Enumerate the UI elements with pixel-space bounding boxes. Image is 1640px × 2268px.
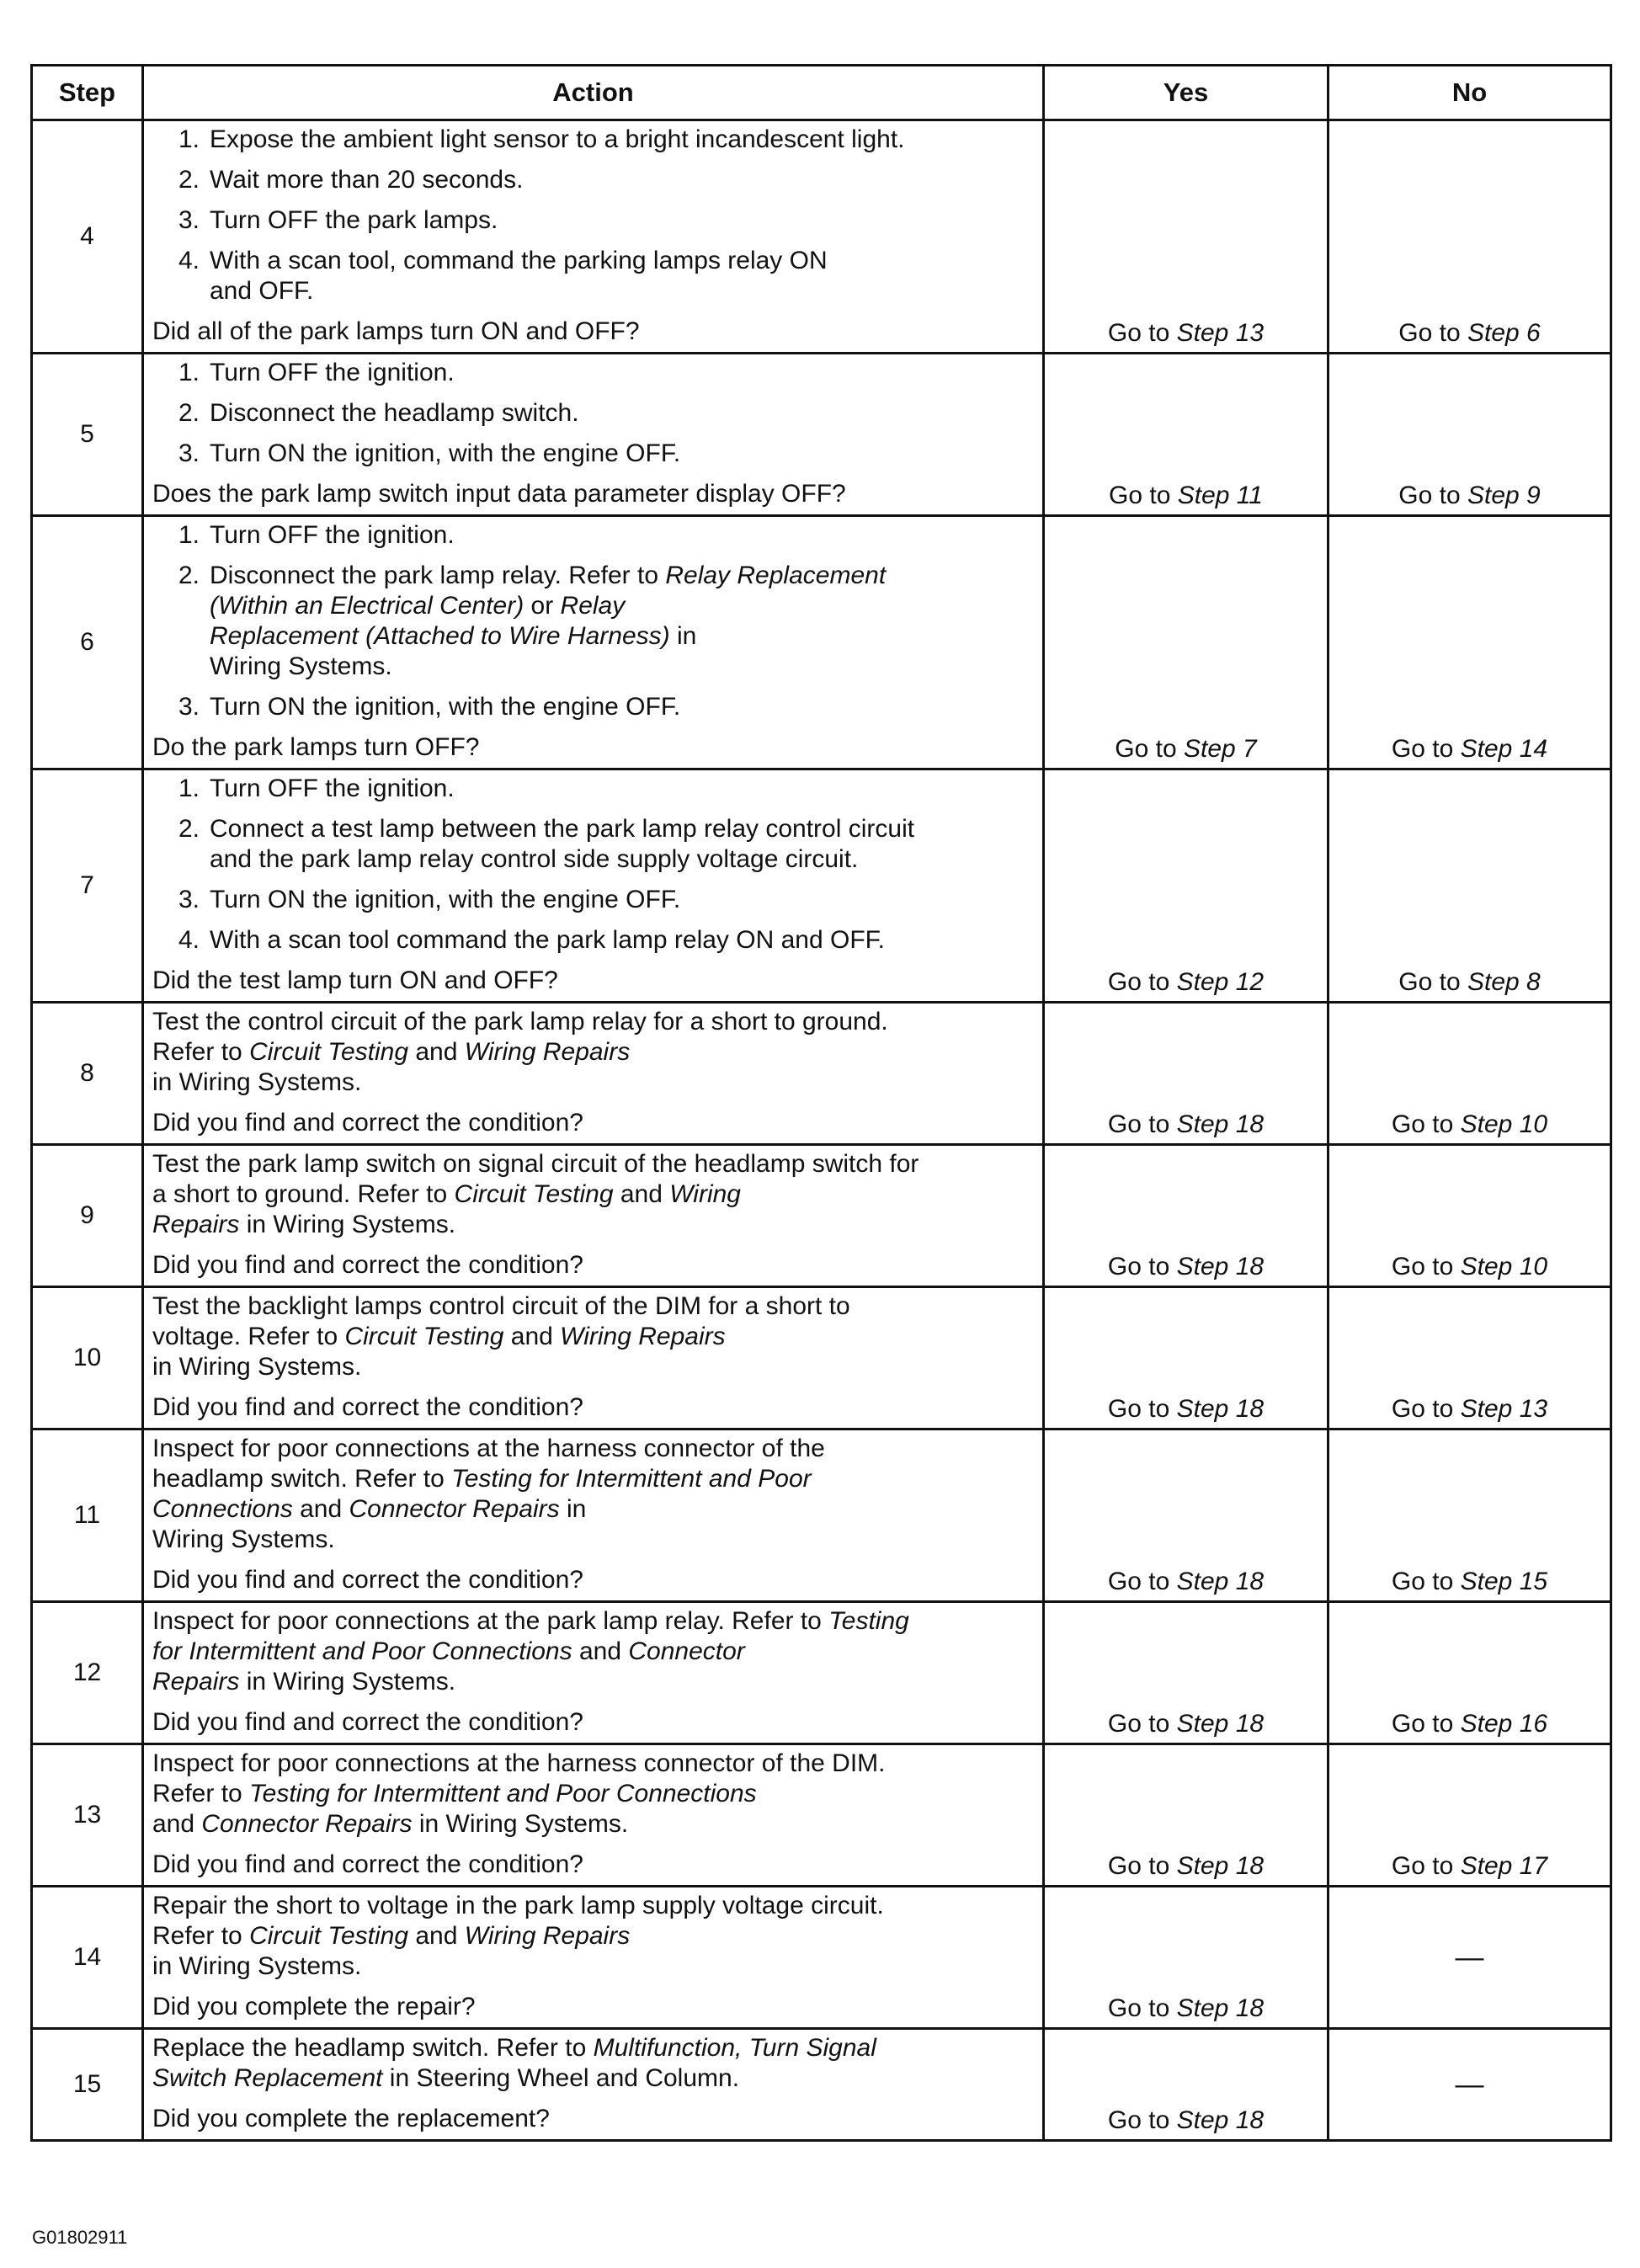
action-step-item <box>152 358 1034 388</box>
table-row <box>32 354 1611 516</box>
action-step-item <box>152 561 1034 682</box>
item-text: Turn OFF the ignition. <box>210 359 455 386</box>
yes-cell: Go to Step 18 <box>1044 1602 1329 1744</box>
action-step-item <box>152 125 1034 155</box>
reference-title: Wiring Repairs <box>464 1038 631 1066</box>
table-row <box>32 2029 1611 2141</box>
action-cell <box>143 1887 1044 2029</box>
step-number: 9 <box>32 1145 143 1287</box>
action-cell <box>143 1429 1044 1602</box>
step-reference: Step 12 <box>1176 968 1265 996</box>
yes-cell: Go to Step 7 <box>1044 516 1329 769</box>
action-cell <box>143 1287 1044 1429</box>
step-number: 10 <box>32 1287 143 1429</box>
action-question: Did you find and correct the condition? <box>152 1708 583 1736</box>
yes-cell: Go to Step 18 <box>1044 1744 1329 1887</box>
yes-cell: Go to Step 13 <box>1044 120 1329 354</box>
action-steps-list <box>152 774 1034 956</box>
action-question: Did you complete the repair? <box>152 1993 476 2020</box>
action-description: Inspect for poor connections at the harness connector of the headlamp switch. Refer to Testing for Intermittent and Poor Connections and Connector Repairs in Wiring Systems. <box>152 1435 825 1553</box>
reference-title: for Intermittent and Poor Connections <box>152 1637 572 1665</box>
step-reference: Step 18 <box>1176 1852 1265 1880</box>
reference-title: Relay Replacement <box>665 562 887 589</box>
reference-title: Testing for Intermittent and Poor <box>451 1465 812 1493</box>
item-number: 2. <box>178 166 200 194</box>
item-number: 2. <box>178 562 200 589</box>
action-step-item <box>152 398 1034 429</box>
step-number: 14 <box>32 1887 143 2029</box>
step-number: 12 <box>32 1602 143 1744</box>
action-cell <box>143 354 1044 516</box>
item-number: 4. <box>178 926 200 954</box>
step-reference: Step 10 <box>1460 1253 1548 1280</box>
item-text: Turn OFF the park lamps. <box>210 206 498 234</box>
no-cell: Go to Step 9 <box>1329 354 1611 516</box>
reference-title: Wiring <box>669 1180 741 1208</box>
step-number: 4 <box>32 120 143 354</box>
reference-title: Multifunction, Turn Signal <box>593 2034 876 2062</box>
step-number: 8 <box>32 1003 143 1145</box>
step-number: 5 <box>32 354 143 516</box>
diagnostic-table-page <box>30 64 1610 2142</box>
no-cell: Go to Step 16 <box>1329 1602 1611 1744</box>
action-description: Inspect for poor connections at the park lamp relay. Refer to Testing for Intermittent and Poor Connections and Connector Repairs in Wiring Systems. <box>152 1607 909 1696</box>
item-text: Disconnect the headlamp switch. <box>210 399 579 427</box>
action-step-item <box>152 885 1034 915</box>
action-cell <box>143 1145 1044 1287</box>
yes-cell: Go to Step 18 <box>1044 1429 1329 1602</box>
step-reference: Step 6 <box>1467 319 1541 347</box>
item-number: 4. <box>178 247 200 274</box>
header-yes: Yes <box>1044 66 1329 120</box>
reference-title: Switch Replacement <box>152 2064 383 2092</box>
step-number: 15 <box>32 2029 143 2141</box>
no-cell: Go to Step 13 <box>1329 1287 1611 1429</box>
action-description: Repair the short to voltage in the park lamp supply voltage circuit. Refer to Circuit Testing and Wiring Repairs in Wiring Systems. <box>152 1892 884 1980</box>
item-text: Turn ON the ignition, with the engine OFF. <box>210 886 681 913</box>
action-step-item <box>152 205 1034 236</box>
yes-cell: Go to Step 18 <box>1044 1287 1329 1429</box>
step-reference: Step 18 <box>1176 1395 1265 1423</box>
yes-cell: Go to Step 12 <box>1044 769 1329 1003</box>
action-question: Did you find and correct the condition? <box>152 1850 583 1878</box>
no-cell: — <box>1329 2029 1611 2141</box>
action-cell <box>143 1602 1044 1744</box>
item-text: Wait more than 20 seconds. <box>210 166 524 194</box>
item-number: 2. <box>178 399 200 427</box>
reference-title: Connections <box>152 1495 293 1523</box>
item-number: 1. <box>178 125 200 153</box>
diagnostic-steps-table <box>30 64 1612 2142</box>
step-reference: Step 18 <box>1176 1110 1265 1138</box>
reference-title: Wiring Repairs <box>560 1323 726 1350</box>
action-question: Did you complete the replacement? <box>152 2105 550 2132</box>
reference-title: Connector <box>628 1637 745 1665</box>
no-cell: Go to Step 6 <box>1329 120 1611 354</box>
action-question: Did you find and correct the condition? <box>152 1566 583 1594</box>
action-cell <box>143 2029 1044 2141</box>
reference-title: Connector Repairs <box>201 1810 413 1838</box>
table-row <box>32 1429 1611 1602</box>
step-reference: Step 14 <box>1460 735 1548 763</box>
action-step-item <box>152 246 1034 306</box>
action-question: Did you find and correct the condition? <box>152 1109 583 1137</box>
action-cell <box>143 1744 1044 1887</box>
item-number: 3. <box>178 439 200 467</box>
yes-cell: Go to Step 18 <box>1044 1887 1329 2029</box>
action-steps-list <box>152 125 1034 306</box>
action-description: Test the control circuit of the park lamp relay for a short to ground. Refer to Circuit Testing and Wiring Repairs in Wiring Systems. <box>152 1008 888 1096</box>
reference-title: Circuit Testing <box>454 1180 614 1208</box>
reference-title: Circuit Testing <box>249 1922 409 1950</box>
table-row <box>32 1887 1611 2029</box>
action-question: Did the test lamp turn ON and OFF? <box>152 966 558 994</box>
item-number: 1. <box>178 359 200 386</box>
action-steps-list <box>152 520 1034 722</box>
step-reference: Step 18 <box>1176 2106 1265 2134</box>
step-number: 13 <box>32 1744 143 1887</box>
action-question: Did you find and correct the condition? <box>152 1393 583 1421</box>
step-reference: Step 13 <box>1460 1395 1548 1423</box>
step-reference: Step 18 <box>1176 1568 1265 1595</box>
action-step-item <box>152 439 1034 469</box>
item-number: 3. <box>178 886 200 913</box>
action-step-item <box>152 165 1034 195</box>
table-body <box>32 120 1611 2141</box>
step-number: 11 <box>32 1429 143 1602</box>
reference-title: Circuit Testing <box>249 1038 409 1066</box>
header-action: Action <box>143 66 1044 120</box>
table-row <box>32 516 1611 769</box>
step-reference: Step 9 <box>1467 482 1541 509</box>
item-text: Connect a test lamp between the park lamp relay control circuit and the park lamp relay control side supply voltage circuit. <box>210 815 915 873</box>
table-row <box>32 769 1611 1003</box>
action-step-item <box>152 774 1034 804</box>
item-number: 3. <box>178 206 200 234</box>
action-description: Inspect for poor connections at the harness connector of the DIM. Refer to Testing for Intermittent and Poor Connections and Connector Repairs in Wiring Systems. <box>152 1749 886 1838</box>
item-text: With a scan tool, command the parking lamps relay ON and OFF. <box>210 247 828 305</box>
no-cell: Go to Step 10 <box>1329 1145 1611 1287</box>
no-cell: Go to Step 8 <box>1329 769 1611 1003</box>
step-number: 7 <box>32 769 143 1003</box>
table-row <box>32 120 1611 354</box>
step-reference: Step 17 <box>1460 1852 1548 1880</box>
table-row <box>32 1145 1611 1287</box>
item-number: 1. <box>178 521 200 549</box>
no-cell: Go to Step 10 <box>1329 1003 1611 1145</box>
yes-cell: Go to Step 18 <box>1044 2029 1329 2141</box>
action-cell <box>143 120 1044 354</box>
figure-id: G01802911 <box>32 2227 128 2248</box>
item-text: Expose the ambient light sensor to a bright incandescent light. <box>210 125 905 153</box>
step-reference: Step 13 <box>1176 319 1265 347</box>
step-number: 6 <box>32 516 143 769</box>
item-number: 1. <box>178 775 200 802</box>
action-step-item <box>152 925 1034 956</box>
reference-title: Repairs <box>152 1668 240 1696</box>
reference-title: Testing for Intermittent and Poor Connections <box>249 1780 757 1807</box>
table-row <box>32 1003 1611 1145</box>
item-number: 2. <box>178 815 200 843</box>
action-description: Test the backlight lamps control circuit of the DIM for a short to voltage. Refer to Circuit Testing and Wiring Repairs in Wiring Systems. <box>152 1292 850 1381</box>
yes-cell: Go to Step 18 <box>1044 1145 1329 1287</box>
reference-title: Replacement (Attached to Wire Harness) <box>210 622 670 650</box>
header-no: No <box>1329 66 1611 120</box>
reference-title: Wiring Repairs <box>464 1922 631 1950</box>
action-description: Replace the headlamp switch. Refer to Multifunction, Turn Signal Switch Replacement in Steering Wheel and Column. <box>152 2034 876 2092</box>
reference-title: Relay <box>560 592 626 620</box>
table-header-row <box>32 66 1611 120</box>
item-text: Turn ON the ignition, with the engine OFF. <box>210 693 681 721</box>
reference-title: Repairs <box>152 1211 240 1238</box>
reference-title: Testing <box>828 1607 909 1635</box>
item-number: 3. <box>178 693 200 721</box>
header-step: Step <box>32 66 143 120</box>
item-text: Turn OFF the ignition. <box>210 775 455 802</box>
table-row <box>32 1287 1611 1429</box>
action-question: Did you find and correct the condition? <box>152 1251 583 1279</box>
action-steps-list <box>152 358 1034 469</box>
item-text: Turn OFF the ignition. <box>210 521 455 549</box>
item-text: Disconnect the park lamp relay. Refer to Relay Replacement (Within an Electrical Center) or Relay Replacement (Attached to Wire Harness) in Wiring Systems. <box>210 562 887 680</box>
step-reference: Step 16 <box>1460 1710 1548 1738</box>
step-reference: Step 18 <box>1176 1994 1265 2022</box>
action-description: Test the park lamp switch on signal circuit of the headlamp switch for a short to ground. Refer to Circuit Testing and Wiring Repairs in Wiring Systems. <box>152 1150 919 1238</box>
no-cell: Go to Step 17 <box>1329 1744 1611 1887</box>
yes-cell: Go to Step 18 <box>1044 1003 1329 1145</box>
item-text: With a scan tool command the park lamp relay ON and OFF. <box>210 926 885 954</box>
action-question: Does the park lamp switch input data parameter display OFF? <box>152 480 846 508</box>
step-reference: Step 15 <box>1460 1568 1548 1595</box>
reference-title: Connector Repairs <box>349 1495 560 1523</box>
action-question: Did all of the park lamps turn ON and OFF? <box>152 317 640 345</box>
yes-cell: Go to Step 11 <box>1044 354 1329 516</box>
step-reference: Step 18 <box>1176 1253 1265 1280</box>
step-reference: Step 18 <box>1176 1710 1265 1738</box>
action-step-item <box>152 814 1034 875</box>
step-reference: Step 11 <box>1177 482 1263 509</box>
no-cell: Go to Step 14 <box>1329 516 1611 769</box>
action-cell <box>143 1003 1044 1145</box>
item-text: Turn ON the ignition, with the engine OFF. <box>210 439 681 467</box>
action-step-item <box>152 692 1034 722</box>
action-cell <box>143 516 1044 769</box>
no-cell: Go to Step 15 <box>1329 1429 1611 1602</box>
action-question: Do the park lamps turn OFF? <box>152 733 480 761</box>
step-reference: Step 7 <box>1183 735 1257 763</box>
reference-title: (Within an Electrical Center) <box>210 592 524 620</box>
action-step-item <box>152 520 1034 551</box>
no-cell: — <box>1329 1887 1611 2029</box>
action-cell <box>143 769 1044 1003</box>
step-reference: Step 8 <box>1467 968 1541 996</box>
reference-title: Circuit Testing <box>344 1323 504 1350</box>
table-row <box>32 1602 1611 1744</box>
step-reference: Step 10 <box>1460 1110 1548 1138</box>
table-row <box>32 1744 1611 1887</box>
